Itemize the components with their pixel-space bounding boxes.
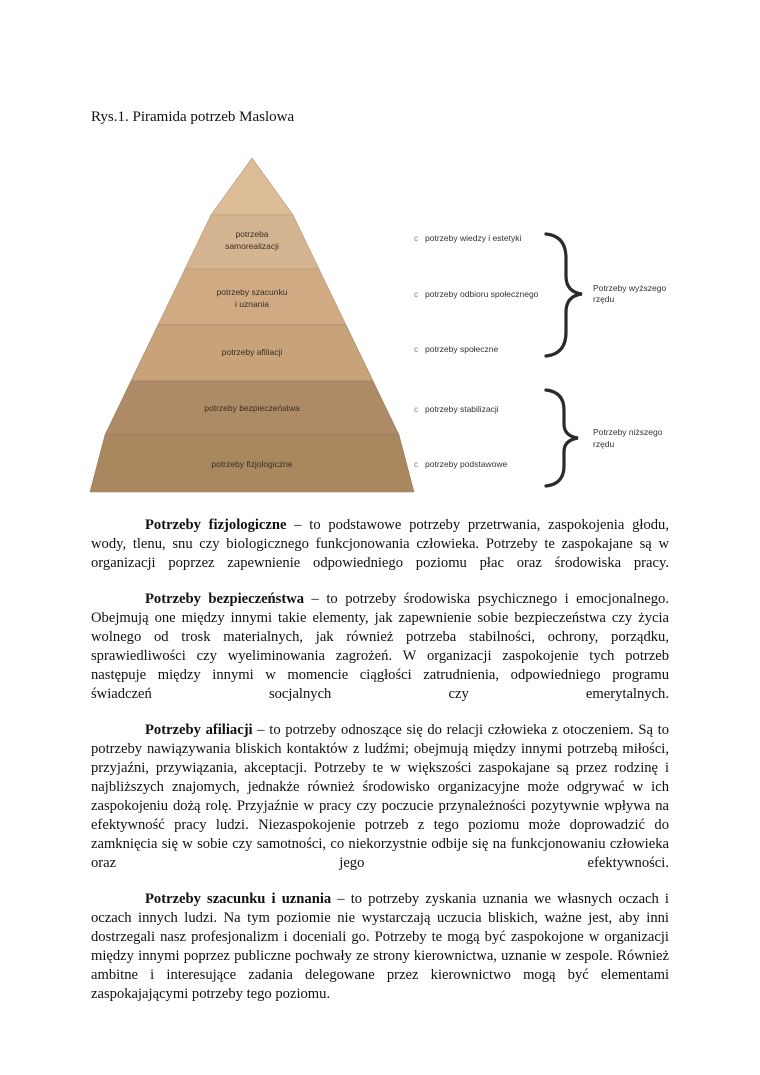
paragraph-title: Potrzeby fizjologiczne: [145, 517, 287, 533]
level-3-text: potrzeby afiliacji: [221, 347, 283, 357]
label-spoleczne: potrzeby społeczne: [425, 344, 499, 354]
maslow-pyramid-figure: [88, 152, 688, 497]
paragraph-title: Potrzeby szacunku i uznania: [145, 891, 332, 907]
paragraph-title: Potrzeby afiliacji: [145, 722, 253, 738]
marker-icon: c: [414, 234, 418, 243]
pyramid-level-2: [158, 269, 346, 325]
paragraph-fizjologiczne: [91, 516, 669, 573]
label-odbioru: potrzeby odbioru społecznego: [425, 289, 539, 299]
document-body: [91, 516, 669, 1021]
marker-icon: c: [414, 345, 418, 354]
lower-group-line2: rzędu: [593, 439, 615, 449]
lower-brace-icon: [546, 390, 578, 486]
paragraph-text: – to potrzeby zyskania uznania we własnych oczach i oczach innych ludzi. Na tym poziomie nie wystarczają uczucia bliskich, ważne jest, aby inni dostrzegali nasz profesjonalizm i doceniali go. Potrzeby te mogą być zaspokojone w organizacji między innymi poprzez publiczne pochwały ze strony kierownictwa, uznanie w zespole. Również ambitne i interesujące zadania delegowane przez kierownictwo mogą być elementami zaspokajającymi potrzeby tego poziomu.: [91, 891, 669, 1002]
level-2-text-line2: i uznania: [234, 299, 270, 309]
marker-icon: c: [414, 405, 418, 414]
label-stabilizacji: potrzeby stabilizacji: [425, 404, 499, 414]
maslow-pyramid-svg: [88, 152, 688, 497]
marker-icon: c: [414, 460, 418, 469]
paragraph-szacunku: [91, 890, 669, 1004]
figure-caption: Rys.1. Piramida potrzeb Maslowa: [91, 109, 295, 125]
paragraph-text: – to potrzeby środowiska psychicznego i emocjonalnego. Obejmują one między innymi takie elementy, jak zapewnienie sobie bezpieczeństwa czy życia wolnego od trosk materialnych, jak również potrzeba stabilności, ochrony, porządku, sprawiedliwości czy wyeliminowania zagrożeń. W organizacji zaspokojenie tych potrzeb następuje między innymi w momencie ciągłości zatrudnienia, odpowiedniego programu świadczeń socjalnych czy emerytalnych.: [91, 591, 669, 702]
paragraph-afiliacji: [91, 721, 669, 873]
level-1-text-line2: samorealizacji: [225, 241, 279, 251]
higher-group-line2: rzędu: [593, 294, 615, 304]
paragraph-bezpieczenstwa: [91, 590, 669, 704]
label-podstawowe: potrzeby podstawowe: [425, 459, 508, 469]
label-wiedzy: potrzeby wiedzy i estetyki: [425, 233, 522, 243]
level-5-text: potrzeby fizjologiczne: [211, 459, 293, 469]
paragraph-text: – to podstawowe potrzeby przetrwania, zaspokojenia głodu, wody, tlenu, snu czy biologicznego funkcjonowania człowieka. Potrzeby te zaspokajane są w organizacji poprzez zapewnienie odpowiedniego poziomu płac oraz środowiska pracy.: [91, 517, 669, 571]
marker-icon: c: [414, 290, 418, 299]
higher-brace-icon: [546, 234, 582, 356]
level-4-text: potrzeby bezpieczeństwa: [204, 403, 300, 413]
paragraph-title: Potrzeby bezpieczeństwa: [145, 591, 305, 607]
pyramid-apex: [211, 158, 293, 215]
level-1-text-line1: potrzeba: [235, 229, 269, 239]
paragraph-text: – to potrzeby odnoszące się do relacji człowieka z otoczeniem. Są to potrzeby nawiązywania bliskich kontaktów z ludźmi; obejmują między innymi potrzebą miłości, przyjaźni, przywiązania, akceptacji. Potrzeby te w większości zaspokajane są przez rodzinę i najbliższych znajomych, jednakże również środowisko organizacyjne może odgrywać w ich zaspokojeniu dożą rolę. Przyjaźnie w pracy czy poczucie przynależności pozytywnie wpływa na efektywność pracy ludzi. Niezaspokojenie potrzeb z tego poziomu może doprowadzić do zamknięcia się w sobie czy samotności, co niekorzystnie odbije się na funkcjonowaniu człowieka oraz jego efektywności.: [91, 722, 669, 871]
lower-group-line1: Potrzeby niższego: [593, 427, 663, 437]
level-2-text-line1: potrzeby szacunku: [216, 287, 288, 297]
higher-group-line1: Potrzeby wyższego: [593, 283, 667, 293]
